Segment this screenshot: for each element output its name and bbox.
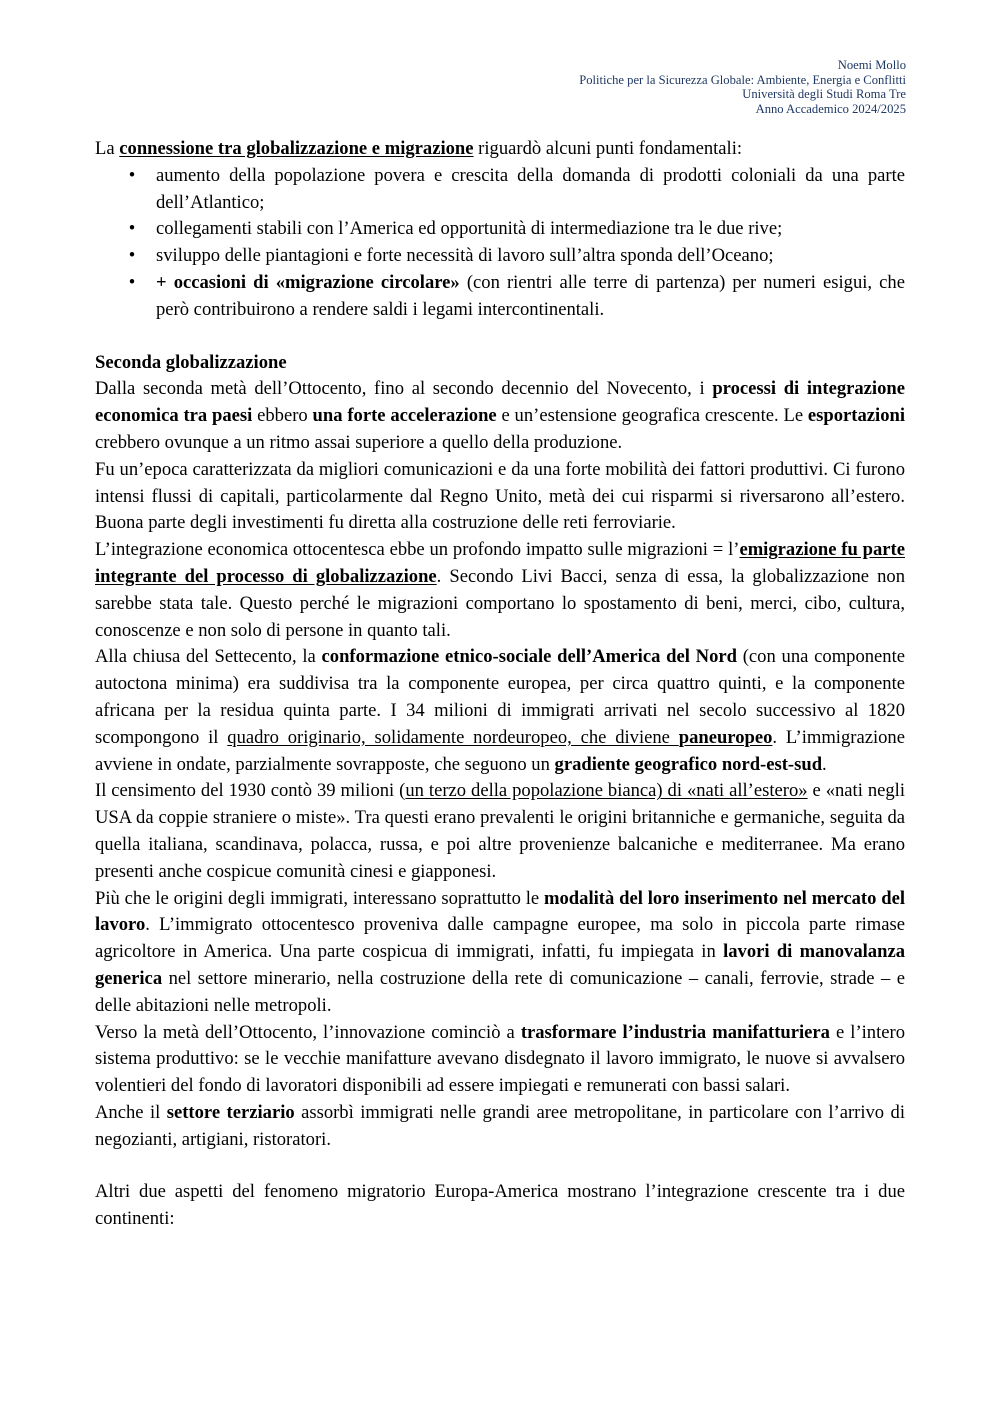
intro-paragraph xyxy=(95,136,905,163)
underlined-text: quadro originario, solidamente nordeuropeo, che diviene xyxy=(227,726,679,748)
document-body xyxy=(95,136,905,1233)
text-run: Alla chiusa del Settecento, la xyxy=(95,646,322,668)
header-author: Noemi Mollo xyxy=(837,58,906,72)
bullet-icon: • xyxy=(128,164,136,186)
bullet-list xyxy=(95,163,905,324)
text-run: e «nati negli USA da coppie straniere o miste». Tra questi erano prevalenti le origini britanniche e germaniche, seguita da quella italiana, scandinava, polacca, russa, e poi altre provenienze balcaniche e mediterranee. Ma erano presenti anche cospicue comunità cinesi e giapponesi. xyxy=(95,780,906,882)
emphasis-text: + occasioni di «migrazione circolare» xyxy=(156,271,460,293)
list-item-text: (con rientri alle terre di partenza) per numeri esigui, che però contribuirono a rendere saldi i legami intercontinentali. xyxy=(156,271,905,320)
text-run: e l’intero sistema produttivo: se le vecchie manifatture avevano disdegnato il lavoro immigrato, le nuove si avvalsero volentieri del fondo di lavoratori disponibili ad essere impiegati e remunerati con bassi salari. xyxy=(95,1021,906,1097)
list-item-text: collegamenti stabili con l’America ed opportunità di intermediazione tra le due rive; xyxy=(156,218,783,240)
text-run: e un’estensione geografica crescente. Le xyxy=(496,405,808,427)
emphasis-text: lavori di manovalanza generica xyxy=(95,941,905,989)
paragraph xyxy=(95,886,905,1020)
text-run: (con una componente autoctona minima) era suddivisa tra la componente europea, per circa quattro quinti, e la componente africana per la residua quinta parte. I 34 milioni di immigrati arrivati nel secolo successivo al 1820 scompongono il xyxy=(95,646,906,748)
list-item xyxy=(95,270,905,324)
header-year: Anno Accademico 2024/2025 xyxy=(755,101,906,116)
paragraph xyxy=(95,778,905,885)
text-run: . L’immigrazione avviene in ondate, parzialmente sovrapposte, che seguono un xyxy=(95,726,905,775)
paragraph xyxy=(95,644,905,778)
paragraph xyxy=(95,1020,905,1100)
emphasis-text: connessione tra globalizzazione e migrazione xyxy=(119,138,474,159)
list-item xyxy=(95,216,905,243)
text-run: nel settore minerario, nella costruzione della rete di comunicazione – canali, ferrovie, strade – e delle abitazioni nelle metropoli. xyxy=(95,967,905,1016)
text-run: Verso la metà dell’Ottocento, l’innovazione cominciò a xyxy=(95,1021,521,1043)
text-run: . L’immigrato ottocentesco proveniva dalle campagne europee, ma solo in piccola parte rimase agricoltore in America. Una parte cospicua di immigrati, infatti, fu impiegata in xyxy=(95,914,905,963)
closing-paragraph: Altri due aspetti del fenomeno migratorio Europa-America mostrano l’integrazione crescente tra i due continenti: xyxy=(95,1181,905,1230)
emphasis-text: gradiente geografico nord-est-sud xyxy=(554,753,823,775)
text-run: assorbì immigrati nelle grandi aree metropolitane, in particolare con l’arrivo di negozianti, artigiani, ristoratori. xyxy=(95,1101,905,1150)
list-item-text: aumento della popolazione povera e crescita della domanda di prodotti coloniali da una parte dell’Atlantico; xyxy=(156,164,905,213)
spacer xyxy=(95,1153,905,1179)
bullet-icon: • xyxy=(128,218,136,240)
bullet-icon: • xyxy=(128,271,136,293)
text-run: . xyxy=(822,753,827,775)
emphasis-text: paneuropeo xyxy=(678,726,773,748)
underlined-text: un terzo della popolazione bianca) di «nati all’estero» xyxy=(405,780,808,802)
spacer xyxy=(95,324,905,350)
list-item xyxy=(95,243,905,270)
text-run: L’integrazione economica ottocentesca ebbe un profondo impatto sulle migrazioni = l’ xyxy=(95,539,740,561)
emphasis-text: processi di integrazione economica tra paesi xyxy=(95,378,905,427)
emphasis-text: modalità del loro inserimento nel mercato del lavoro xyxy=(95,887,905,936)
paragraph xyxy=(95,376,905,456)
list-item xyxy=(95,163,905,217)
text-run: Il censimento del 1930 contò 39 milioni ( xyxy=(95,780,406,802)
emphasis-text: conformazione etnico-sociale dell’America del Nord xyxy=(321,646,737,668)
text-run: riguardò alcuni punti fondamentali: xyxy=(473,138,743,159)
list-item-text: sviluppo delle piantagioni e forte necessità di lavoro sull’altra sponda dell’Oceano; xyxy=(156,245,774,267)
text-run: Più che le origini degli immigrati, interessano soprattutto le xyxy=(95,887,545,909)
text-run: Dalla seconda metà dell’Ottocento, fino al secondo decennio del Novecento, i xyxy=(95,378,713,400)
text-run: ebbero xyxy=(252,405,313,427)
section-heading: Seconda globalizzazione xyxy=(95,351,287,373)
emphasis-text: trasformare l’industria manifatturiera xyxy=(520,1021,830,1043)
text-run: . Secondo Livi Bacci, senza di essa, la globalizzazione non sarebbe stata tale. Questo perché le migrazioni comportano lo spostamento di beni, merci, cibo, cultura, conoscenze e non solo di persone in quanto tali. xyxy=(95,565,905,641)
paragraph: Fu un’epoca caratterizzata da migliori comunicazioni e da una forte mobilità dei fattori produttivi. Ci furono intensi flussi di capitali, particolarmente dal Regno Unito, metà dei cui risparmi si riversarono all’estero. Buona parte degli investimenti fu diretta alla costruzione delle reti ferroviarie. xyxy=(95,458,905,534)
page-header xyxy=(579,58,906,116)
header-course: Politiche per la Sicurezza Globale: Ambiente, Energia e Conflitti xyxy=(579,72,906,87)
emphasis-text: settore terziario xyxy=(166,1101,295,1123)
emphasis-text: una forte accelerazione xyxy=(312,405,497,427)
emphasis-text: esportazioni xyxy=(807,405,906,427)
text-run: La xyxy=(95,138,120,159)
text-run: Anche il xyxy=(95,1101,167,1123)
paragraph xyxy=(95,1100,905,1154)
emphasis-text: emigrazione fu parte integrante del processo di globalizzazione xyxy=(95,539,905,587)
text-run: crebbero ovunque a un ritmo assai superiore a quello della produzione. xyxy=(95,431,623,453)
header-university: Università degli Studi Roma Tre xyxy=(742,87,906,102)
bullet-icon: • xyxy=(128,245,136,267)
paragraph xyxy=(95,537,905,644)
